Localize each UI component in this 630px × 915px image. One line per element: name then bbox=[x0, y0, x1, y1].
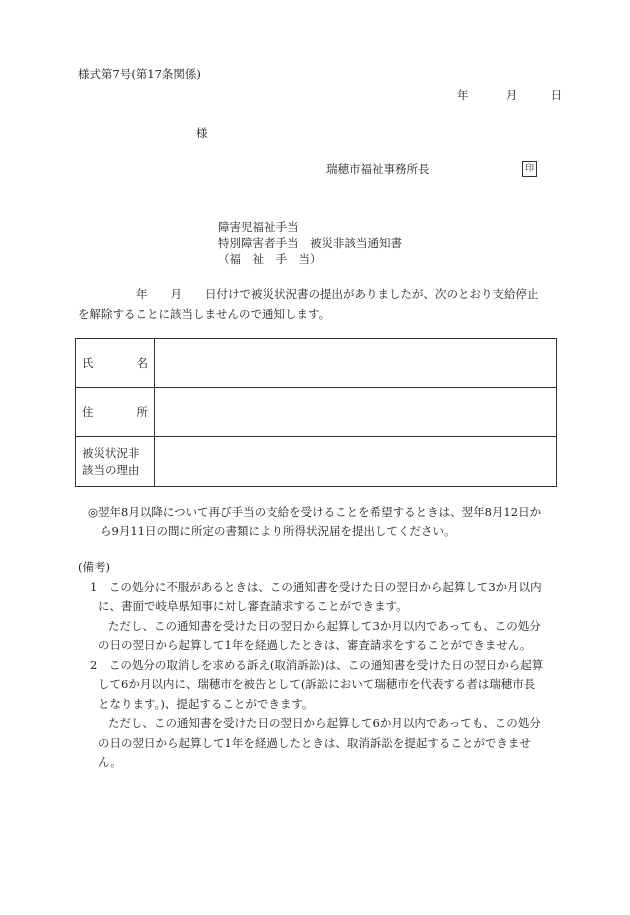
address-value bbox=[155, 388, 557, 437]
title-line-3: （福 祉 手 当） bbox=[218, 252, 322, 266]
remark-1-line-1: 1 この処分に不服があるときは、この通知書を受けた日の翌日から起算して3か月以内 bbox=[90, 579, 542, 594]
title-line-1: 障害児福祉手当 bbox=[218, 220, 299, 234]
name-label: 氏 名 bbox=[76, 339, 155, 388]
remark-2-line-1: 2 この処分の取消しを求める訴え(取消訴訟)は、この通知書を受けた日の翌日から起算 bbox=[90, 657, 544, 672]
table-row-address bbox=[76, 388, 557, 437]
remark-2-line-6: ん。 bbox=[98, 755, 122, 769]
remark-2-line-3: となります。)、提起することができます。 bbox=[98, 696, 314, 711]
intro-line-1: 年 月 日付けで被災状況書の提出がありましたが、次のとおり支給停止 bbox=[136, 287, 539, 301]
name-value bbox=[155, 339, 557, 388]
renewal-note bbox=[88, 503, 558, 541]
remark-1-line-2: に、書面で岐阜県知事に対し審査請求することができます。 bbox=[98, 599, 408, 613]
date-day: 日 bbox=[550, 88, 563, 102]
table-row-name bbox=[76, 339, 557, 388]
intro-line-2: を解除することに該当しませんので通知します。 bbox=[78, 307, 331, 321]
title-line-2: 特別障害者手当 被災非該当通知書 bbox=[218, 236, 402, 250]
addressee-suffix: 様 bbox=[196, 126, 208, 140]
table-row-reason bbox=[76, 437, 557, 487]
remarks-heading: (備考) bbox=[78, 560, 110, 574]
remark-1-line-3: ただし、この通知書を受けた日の翌日から起算して3か月以内であっても、この処分 bbox=[108, 618, 541, 633]
date-line bbox=[457, 89, 562, 103]
intro-paragraph bbox=[78, 284, 558, 324]
note-line-2: ら9月11日の間に所定の書類により所得状況届を提出してください。 bbox=[100, 524, 456, 538]
office-name: 瑞穂市福祉事務所長 bbox=[326, 162, 430, 176]
form-number: 様式第7号(第17条関係) bbox=[78, 67, 201, 81]
reason-value bbox=[155, 437, 557, 487]
document-title bbox=[218, 219, 402, 267]
date-month: 月 bbox=[505, 88, 518, 102]
date-year: 年 bbox=[457, 88, 469, 102]
remark-1-line-4: の日の翌日から起算して1年を経過したときは、審査請求をすることができません。 bbox=[98, 638, 532, 652]
reason-label: 被災状況非 該当の理由 bbox=[76, 437, 155, 487]
info-table bbox=[75, 338, 557, 487]
remark-2-line-5: の日の翌日から起算して1年を経過したときは、取消訴訟を提起することができませ bbox=[98, 735, 531, 750]
address-label: 住 所 bbox=[76, 388, 155, 437]
note-line-1: ◎翌年8月以降について再び手当の支給を受けることを希望するときは、翌年8月12日か bbox=[88, 505, 542, 519]
seal-box: 印 bbox=[522, 161, 537, 177]
remark-2-line-4: ただし、この通知書を受けた日の翌日から起算して6か月以内であっても、この処分 bbox=[108, 716, 541, 730]
remarks-section bbox=[78, 558, 558, 773]
remark-2-line-2: して6か月以内に、瑞穂市を被告として(訴訟において瑞穂市を代表する者は瑞穂市長 bbox=[98, 677, 536, 691]
